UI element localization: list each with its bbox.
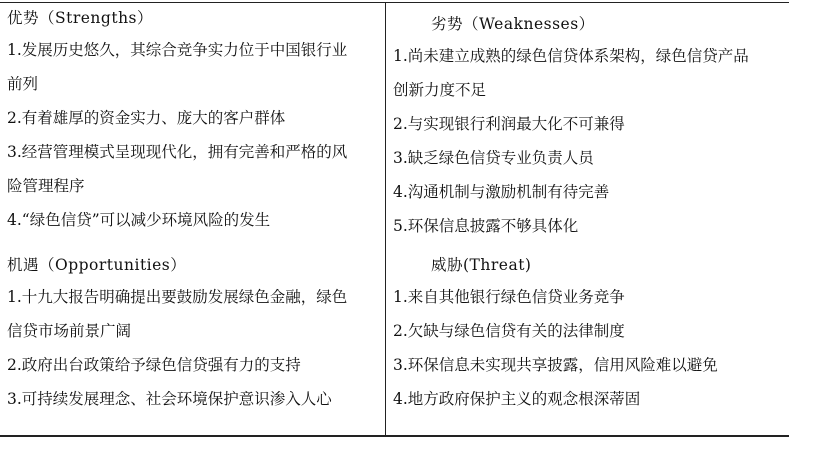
threat-line-4: 4.地方政府保护主义的观念根深蒂固 — [393, 390, 641, 408]
weakness-line-1: 1.尚未建立成熟的绿色信贷体系架构，绿色信贷产品 — [393, 47, 749, 65]
strength-line-1: 1.发展历史悠久，其综合竞争实力位于中国银行业 — [7, 41, 348, 59]
opportunity-line-2: 2.政府出台政策给予绿色信贷强有力的支持 — [7, 356, 301, 374]
opportunities-cell — [7, 250, 381, 416]
weaknesses-title: 劣势（Weaknesses） — [431, 15, 595, 33]
table-bottom-rule — [0, 435, 789, 437]
weakness-line-2: 2.与实现银行利润最大化不可兼得 — [393, 115, 625, 133]
strength-line-4: 4.“绿色信贷”可以减少环境风险的发生 — [7, 211, 271, 229]
opportunity-line-1-continued: 信贷市场前景广阔 — [7, 322, 132, 340]
threat-line-3: 3.环保信息未实现共享披露，信用风险难以避免 — [393, 356, 718, 374]
column-divider — [385, 2, 386, 435]
weakness-line-3: 3.缺乏绿色信贷专业负责人员 — [393, 149, 594, 167]
weakness-line-5: 5.环保信息披露不够具体化 — [393, 217, 579, 235]
threats-title: 威胁(Threat) — [431, 256, 532, 274]
weakness-line-1-continued: 创新力度不足 — [393, 81, 487, 99]
strength-line-2: 2.有着雄厚的资金实力、庞大的客户群体 — [7, 109, 286, 127]
strength-line-1-continued: 前列 — [7, 75, 39, 93]
weaknesses-cell — [393, 9, 785, 243]
strengths-cell — [7, 3, 381, 237]
opportunity-line-1: 1.十九大报告明确提出要鼓励发展绿色金融，绿色 — [7, 288, 348, 306]
strength-line-3-continued: 险管理程序 — [7, 177, 85, 195]
opportunity-line-3: 3.可持续发展理念、社会环境保护意识渗入人心 — [7, 390, 332, 408]
threats-cell — [393, 250, 785, 416]
weakness-line-4: 4.沟通机制与激励机制有待完善 — [393, 183, 610, 201]
strength-line-3: 3.经营管理模式呈现现代化，拥有完善和严格的风 — [7, 143, 348, 161]
strengths-title: 优势（Strengths） — [7, 9, 154, 27]
threat-line-2: 2.欠缺与绿色信贷有关的法律制度 — [393, 322, 625, 340]
threat-line-1: 1.来自其他银行绿色信贷业务竞争 — [393, 288, 625, 306]
opportunities-title: 机遇（Opportunities） — [7, 256, 187, 274]
